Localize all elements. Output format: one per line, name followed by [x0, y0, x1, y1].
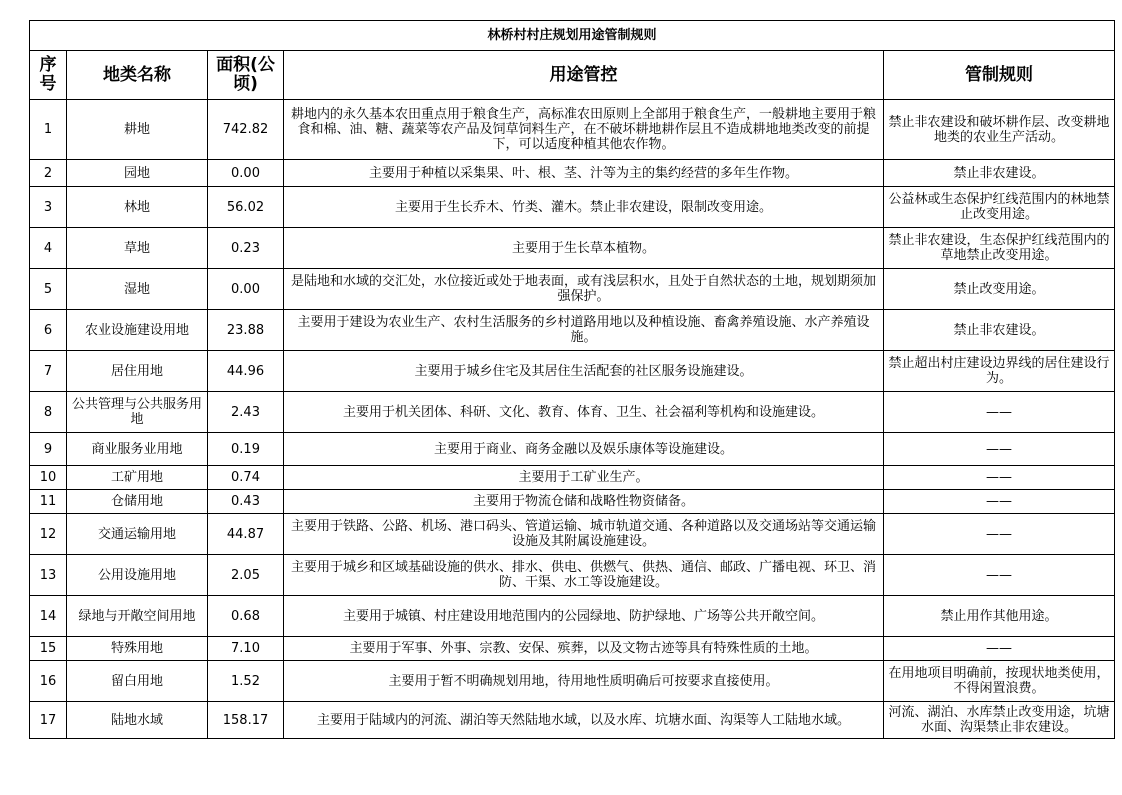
row-control-rule: 禁止非农建设和破坏耕作层、改变耕地地类的农业生产活动。 [884, 100, 1115, 160]
row-area: 2.05 [208, 555, 284, 596]
header-area: 面积(公顷) [208, 51, 284, 100]
table-row [30, 100, 1115, 160]
table-row [30, 310, 1115, 351]
header-land-type: 地类名称 [67, 51, 208, 100]
row-land-type: 仓储用地 [67, 490, 208, 514]
row-index: 13 [30, 555, 67, 596]
row-land-type: 林地 [67, 187, 208, 228]
row-index: 11 [30, 490, 67, 514]
row-control-rule: 公益林或生态保护红线范围内的林地禁止改变用途。 [884, 187, 1115, 228]
row-area: 7.10 [208, 637, 284, 661]
row-area: 0.00 [208, 269, 284, 310]
row-usage-control: 主要用于种植以采集果、叶、根、茎、汁等为主的集约经营的多年生作物。 [284, 160, 884, 187]
row-usage-control: 耕地内的永久基本农田重点用于粮食生产，高标准农田原则上全部用于粮食生产，一般耕地主要用于粮食和棉、油、糖、蔬菜等农产品及饲草饲料生产，在不破坏耕地耕作层且不造成耕地地类改变的前提下，可以适度种植其他农作物。 [284, 100, 884, 160]
row-control-rule: —— [884, 466, 1115, 490]
row-land-type: 留白用地 [67, 661, 208, 702]
row-area: 0.43 [208, 490, 284, 514]
row-control-rule: —— [884, 392, 1115, 433]
header-index: 序号 [30, 51, 67, 100]
row-usage-control: 主要用于城乡和区域基础设施的供水、排水、供电、供燃气、供热、通信、邮政、广播电视、环卫、消防、干渠、水工等设施建设。 [284, 555, 884, 596]
row-control-rule: 禁止非农建设。 [884, 160, 1115, 187]
row-usage-control: 主要用于城乡住宅及其居住生活配套的社区服务设施建设。 [284, 351, 884, 392]
row-usage-control: 主要用于生长乔木、竹类、灌木。禁止非农建设，限制改变用途。 [284, 187, 884, 228]
row-index: 5 [30, 269, 67, 310]
row-usage-control: 主要用于商业、商务金融以及娱乐康体等设施建设。 [284, 433, 884, 466]
row-area: 0.19 [208, 433, 284, 466]
row-area: 44.96 [208, 351, 284, 392]
table-row [30, 514, 1115, 555]
table-row [30, 187, 1115, 228]
header-control-rule: 管制规则 [884, 51, 1115, 100]
row-index: 15 [30, 637, 67, 661]
table-title: 林桥村村庄规划用途管制规则 [30, 21, 1115, 51]
row-index: 10 [30, 466, 67, 490]
row-control-rule: —— [884, 637, 1115, 661]
row-control-rule: 禁止超出村庄建设边界线的居住建设行为。 [884, 351, 1115, 392]
row-area: 742.82 [208, 100, 284, 160]
table-row [30, 433, 1115, 466]
row-index: 4 [30, 228, 67, 269]
row-control-rule: —— [884, 555, 1115, 596]
row-control-rule: 河流、湖泊、水库禁止改变用途，坑塘水面、沟渠禁止非农建设。 [884, 702, 1115, 739]
row-area: 23.88 [208, 310, 284, 351]
row-land-type: 公用设施用地 [67, 555, 208, 596]
row-index: 3 [30, 187, 67, 228]
table-row [30, 702, 1115, 739]
row-index: 14 [30, 596, 67, 637]
table-row [30, 269, 1115, 310]
header-row [30, 51, 1115, 100]
table-row [30, 351, 1115, 392]
row-area: 0.00 [208, 160, 284, 187]
land-use-rules-table [29, 20, 1115, 739]
row-area: 158.17 [208, 702, 284, 739]
row-index: 17 [30, 702, 67, 739]
table-row [30, 490, 1115, 514]
row-usage-control: 主要用于铁路、公路、机场、港口码头、管道运输、城市轨道交通、各种道路以及交通场站等交通运输设施及其附属设施建设。 [284, 514, 884, 555]
row-usage-control: 主要用于工矿业生产。 [284, 466, 884, 490]
row-control-rule: 禁止非农建设，生态保护红线范围内的草地禁止改变用途。 [884, 228, 1115, 269]
row-usage-control: 主要用于陆域内的河流、湖泊等天然陆地水域，以及水库、坑塘水面、沟渠等人工陆地水域。 [284, 702, 884, 739]
row-land-type: 耕地 [67, 100, 208, 160]
table-row [30, 637, 1115, 661]
row-area: 1.52 [208, 661, 284, 702]
row-land-type: 陆地水域 [67, 702, 208, 739]
row-area: 56.02 [208, 187, 284, 228]
row-index: 16 [30, 661, 67, 702]
row-land-type: 公共管理与公共服务用地 [67, 392, 208, 433]
row-usage-control: 主要用于暂不明确规划用地，待用地性质明确后可按要求直接使用。 [284, 661, 884, 702]
table-row [30, 466, 1115, 490]
row-land-type: 商业服务业用地 [67, 433, 208, 466]
row-index: 8 [30, 392, 67, 433]
row-land-type: 草地 [67, 228, 208, 269]
row-index: 6 [30, 310, 67, 351]
row-control-rule: 禁止用作其他用途。 [884, 596, 1115, 637]
row-area: 2.43 [208, 392, 284, 433]
row-index: 7 [30, 351, 67, 392]
row-land-type: 工矿用地 [67, 466, 208, 490]
row-control-rule: —— [884, 514, 1115, 555]
row-usage-control: 主要用于物流仓储和战略性物资储备。 [284, 490, 884, 514]
table-body [30, 100, 1115, 739]
row-control-rule: 禁止非农建设。 [884, 310, 1115, 351]
table-row [30, 392, 1115, 433]
row-usage-control: 主要用于生长草本植物。 [284, 228, 884, 269]
row-index: 2 [30, 160, 67, 187]
row-index: 12 [30, 514, 67, 555]
row-index: 9 [30, 433, 67, 466]
row-control-rule: 禁止改变用途。 [884, 269, 1115, 310]
row-area: 0.74 [208, 466, 284, 490]
table-row [30, 555, 1115, 596]
row-area: 0.23 [208, 228, 284, 269]
row-land-type: 湿地 [67, 269, 208, 310]
row-usage-control: 主要用于城镇、村庄建设用地范围内的公园绿地、防护绿地、广场等公共开敞空间。 [284, 596, 884, 637]
row-land-type: 居住用地 [67, 351, 208, 392]
row-area: 0.68 [208, 596, 284, 637]
row-control-rule: 在用地项目明确前，按现状地类使用，不得闲置浪费。 [884, 661, 1115, 702]
table-row [30, 160, 1115, 187]
table-row [30, 228, 1115, 269]
row-land-type: 特殊用地 [67, 637, 208, 661]
table-row [30, 661, 1115, 702]
row-land-type: 绿地与开敞空间用地 [67, 596, 208, 637]
row-land-type: 园地 [67, 160, 208, 187]
row-index: 1 [30, 100, 67, 160]
row-land-type: 农业设施建设用地 [67, 310, 208, 351]
header-usage-control: 用途管控 [284, 51, 884, 100]
row-land-type: 交通运输用地 [67, 514, 208, 555]
table-row [30, 596, 1115, 637]
row-usage-control: 主要用于军事、外事、宗教、安保、殡葬，以及文物古迹等具有特殊性质的土地。 [284, 637, 884, 661]
row-control-rule: —— [884, 490, 1115, 514]
row-usage-control: 主要用于建设为农业生产、农村生活服务的乡村道路用地以及种植设施、畜禽养殖设施、水产养殖设施。 [284, 310, 884, 351]
row-area: 44.87 [208, 514, 284, 555]
row-usage-control: 是陆地和水域的交汇处，水位接近或处于地表面，或有浅层积水，且处于自然状态的土地，规划期须加强保护。 [284, 269, 884, 310]
row-control-rule: —— [884, 433, 1115, 466]
row-usage-control: 主要用于机关团体、科研、文化、教育、体育、卫生、社会福利等机构和设施建设。 [284, 392, 884, 433]
